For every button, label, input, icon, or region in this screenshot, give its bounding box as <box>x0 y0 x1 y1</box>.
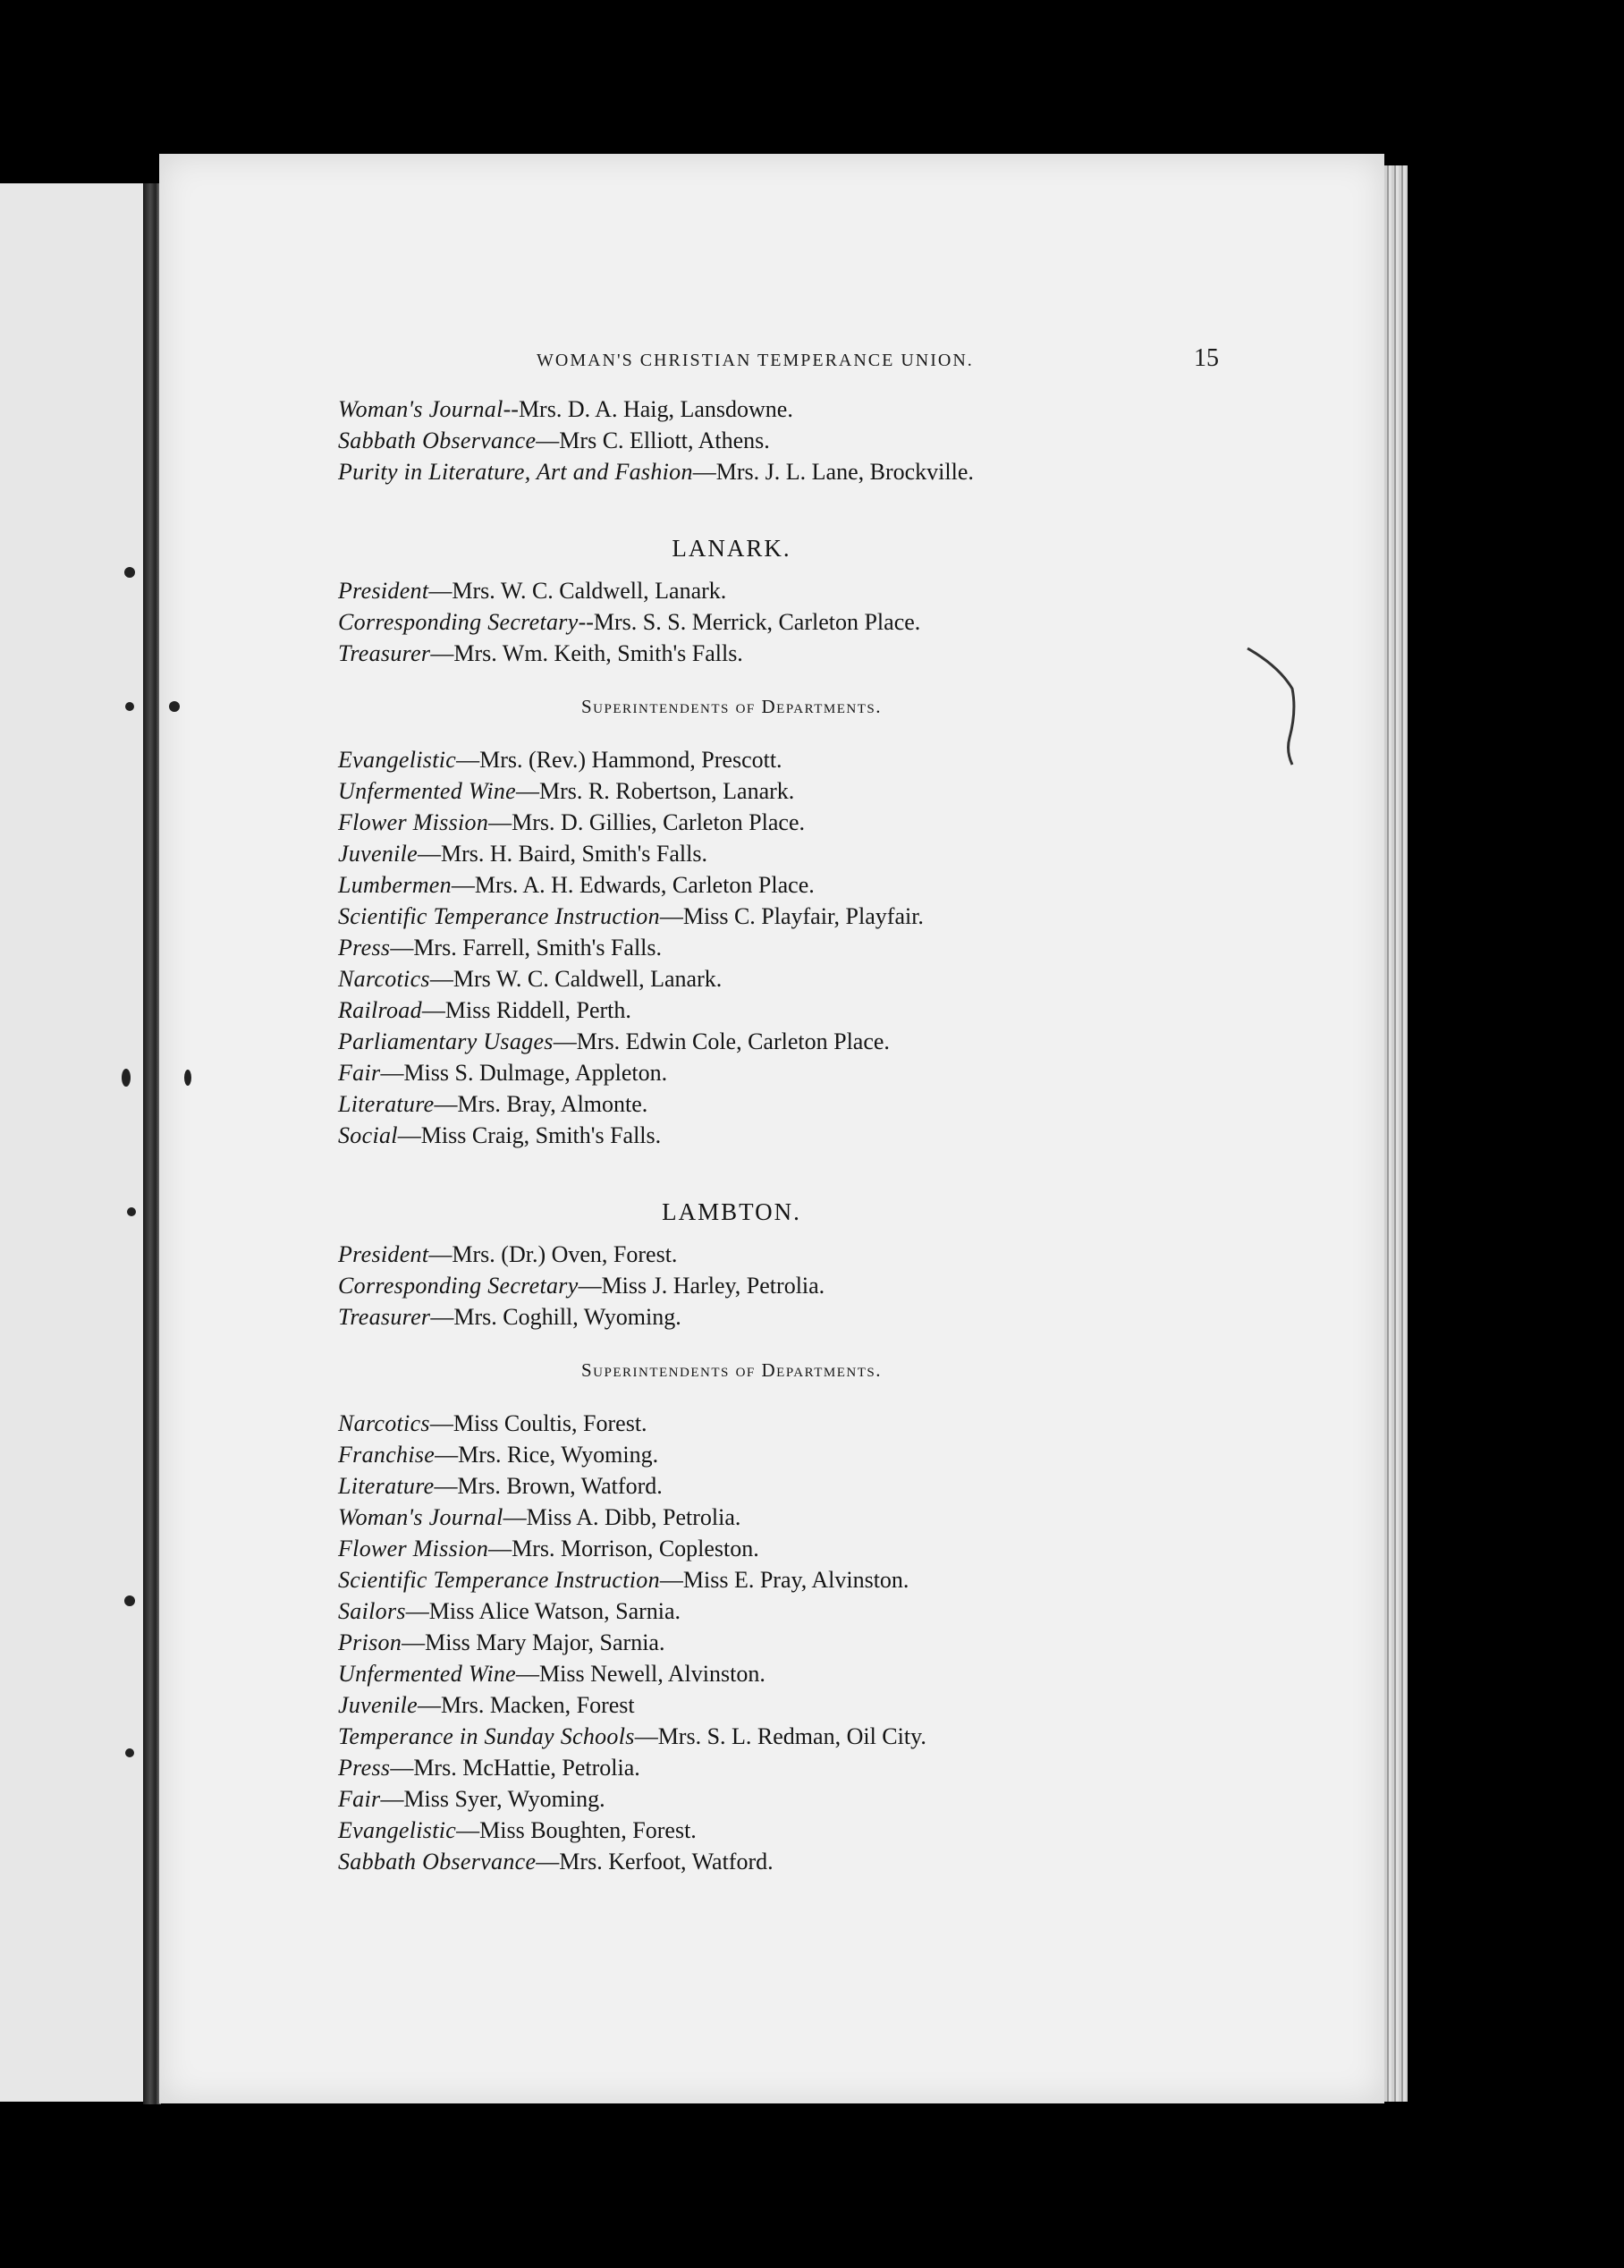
entry-role: Lumbermen <box>338 872 452 898</box>
entry-role: Treasurer <box>338 1304 431 1330</box>
entry-role: Sailors <box>338 1598 406 1624</box>
entry-separator: — <box>434 1473 458 1499</box>
entry-separator: — <box>380 1786 404 1812</box>
entry-role: Franchise <box>338 1442 436 1468</box>
entry-separator: — <box>536 427 560 453</box>
entry-name: Mrs C. Elliott, Athens. <box>559 427 770 453</box>
directory-entry <box>338 775 1125 807</box>
entry-name: Mrs. R. Robertson, Lanark. <box>539 778 795 804</box>
entry-separator: — <box>634 1723 658 1749</box>
lambton-officers-list <box>338 1239 1125 1333</box>
entry-role: Juvenile <box>338 841 419 867</box>
directory-entry <box>338 1057 1125 1088</box>
entry-role: Evangelistic <box>338 747 457 773</box>
entry-name: Miss C. Playfair, Playfair. <box>682 903 924 929</box>
directory-entry <box>338 1783 1125 1815</box>
entry-separator: — <box>456 1817 480 1843</box>
entry-role: Evangelistic <box>338 1817 457 1843</box>
directory-entry <box>338 901 1125 932</box>
entry-name: Mrs. (Rev.) Hammond, Prescott. <box>479 747 782 773</box>
entry-role: Flower Mission <box>338 809 489 835</box>
entry-role: Literature <box>338 1473 435 1499</box>
pencil-mark-right-margin <box>1243 639 1315 774</box>
entry-name: Mrs. Bray, Almonte. <box>457 1091 648 1117</box>
directory-entry <box>338 1595 1125 1627</box>
entry-name: Mrs. Edwin Cole, Carleton Place. <box>576 1028 890 1054</box>
entry-role: Sabbath Observance <box>338 427 537 453</box>
entry-role: President <box>338 1241 429 1267</box>
entry-separator: — <box>430 1304 454 1330</box>
directory-entry <box>338 1026 1125 1057</box>
entry-role: Corresponding Secretary <box>338 1273 579 1299</box>
entry-name: Mrs. Macken, Forest <box>441 1692 635 1718</box>
entry-separator: — <box>429 966 453 992</box>
entry-name: Miss Newell, Alvinston. <box>539 1661 765 1687</box>
lanark-superintendents-list <box>338 744 1125 1151</box>
entry-role: Sabbath Observance <box>338 1849 537 1874</box>
lanark-superintendents-heading: Superintendents of Departments. <box>581 696 882 717</box>
directory-entry <box>338 1533 1125 1564</box>
binding-stain-marks <box>112 537 192 1878</box>
entry-name: Mrs. D. A. Haig, Lansdowne. <box>518 396 793 422</box>
directory-entry <box>338 932 1125 963</box>
directory-entry <box>338 456 1125 487</box>
running-head <box>537 351 1109 371</box>
directory-entry <box>338 1439 1125 1470</box>
directory-entry <box>338 1502 1125 1533</box>
directory-entry <box>338 1239 1125 1270</box>
entry-name: Mrs. Coghill, Wyoming. <box>453 1304 681 1330</box>
entry-separator: — <box>397 1122 421 1148</box>
entry-separator: — <box>434 1091 458 1117</box>
entry-separator: — <box>516 778 540 804</box>
entry-name: Mrs. S. S. Merrick, Carleton Place. <box>593 609 921 635</box>
entry-role: Unfermented Wine <box>338 1661 517 1687</box>
directory-entry <box>338 1689 1125 1721</box>
directory-entry <box>338 807 1125 838</box>
directory-entry <box>338 1752 1125 1783</box>
entry-role: Purity in Literature, Art and Fashion <box>338 459 693 485</box>
directory-entry <box>338 1301 1125 1333</box>
entry-name: Miss Boughten, Forest. <box>479 1817 697 1843</box>
entry-separator: — <box>421 997 445 1023</box>
entry-separator: — <box>380 1060 404 1086</box>
entry-role: Treasurer <box>338 640 431 666</box>
entry-separator: — <box>390 1755 414 1781</box>
lambton-superintendents-heading: Superintendents of Departments. <box>581 1359 882 1381</box>
entry-role: President <box>338 578 429 604</box>
entry-name: Mrs. D. Gillies, Carleton Place. <box>512 809 805 835</box>
entry-name: Miss Syer, Wyoming. <box>403 1786 605 1812</box>
entry-role: Juvenile <box>338 1692 419 1718</box>
entry-name: Miss J. Harley, Petrolia. <box>601 1273 825 1299</box>
section-heading-lanark: LANARK. <box>672 535 791 562</box>
entry-name: Miss Coultis, Forest. <box>453 1410 647 1436</box>
entry-role: Woman's Journal <box>338 396 503 422</box>
entry-separator: — <box>418 841 442 867</box>
entry-role: Parliamentary Usages <box>338 1028 554 1054</box>
entry-name: Mrs. Kerfoot, Watford. <box>559 1849 774 1874</box>
entry-role: Narcotics <box>338 1410 430 1436</box>
entry-separator: — <box>390 935 414 961</box>
directory-entry <box>338 394 1125 425</box>
entry-name: Mrs. H. Baird, Smith's Falls. <box>441 841 707 867</box>
entry-separator: — <box>659 1567 683 1593</box>
directory-entry <box>338 963 1125 994</box>
entry-separator: -- <box>578 609 594 635</box>
entry-role: Flower Mission <box>338 1536 489 1561</box>
directory-entry <box>338 1846 1125 1877</box>
lanark-officers-list <box>338 575 1125 669</box>
entry-role: Corresponding Secretary <box>338 609 579 635</box>
entry-separator: -- <box>503 396 519 422</box>
directory-entry <box>338 1270 1125 1301</box>
page-stack-edges <box>1384 165 1408 2102</box>
entry-separator: — <box>553 1028 577 1054</box>
directory-entry <box>338 606 1125 638</box>
entry-separator: — <box>516 1661 540 1687</box>
entry-role: Unfermented Wine <box>338 778 517 804</box>
directory-entry <box>338 869 1125 901</box>
entry-name: Mrs W. C. Caldwell, Lanark. <box>453 966 723 992</box>
directory-entry <box>338 575 1125 606</box>
entry-role: Railroad <box>338 997 422 1023</box>
directory-entry <box>338 1088 1125 1120</box>
entry-role: Social <box>338 1122 398 1148</box>
continued-entries-list <box>338 394 1125 487</box>
entry-separator: — <box>402 1629 426 1655</box>
directory-entry <box>338 1815 1125 1846</box>
directory-entry <box>338 1408 1125 1439</box>
directory-entry <box>338 1627 1125 1658</box>
entry-role: Scientific Temperance Instruction <box>338 903 660 929</box>
directory-entry <box>338 838 1125 869</box>
section-heading-lambton: LAMBTON. <box>662 1198 801 1225</box>
entry-name: Miss A. Dibb, Petrolia. <box>526 1504 741 1530</box>
entry-name: Mrs. Rice, Wyoming. <box>458 1442 659 1468</box>
directory-entry <box>338 744 1125 775</box>
entry-separator: — <box>430 640 454 666</box>
entry-name: Mrs. S. L. Redman, Oil City. <box>657 1723 926 1749</box>
entry-separator: — <box>488 1536 512 1561</box>
entry-name: Miss Riddell, Perth. <box>444 997 631 1023</box>
entry-separator: — <box>428 1241 453 1267</box>
entry-name: Mrs. J. L. Lane, Brockville. <box>715 459 974 485</box>
directory-entry <box>338 1658 1125 1689</box>
entry-separator: — <box>435 1442 459 1468</box>
entry-separator: — <box>405 1598 429 1624</box>
entry-role: Press <box>338 935 391 961</box>
lambton-superintendents-list <box>338 1408 1125 1877</box>
entry-role: Prison <box>338 1629 402 1655</box>
entry-name: Miss E. Pray, Alvinston. <box>682 1567 909 1593</box>
entry-name: Miss Craig, Smith's Falls. <box>420 1122 662 1148</box>
entry-separator: — <box>451 872 475 898</box>
entry-separator: — <box>536 1849 560 1874</box>
entry-separator: — <box>428 578 453 604</box>
directory-entry <box>338 994 1125 1026</box>
entry-separator: — <box>429 1410 453 1436</box>
entry-role: Fair <box>338 1786 381 1812</box>
entry-name: Miss Alice Watson, Sarnia. <box>428 1598 681 1624</box>
entry-name: Mrs. McHattie, Petrolia. <box>413 1755 640 1781</box>
entry-role: Literature <box>338 1091 435 1117</box>
entry-role: Scientific Temperance Instruction <box>338 1567 660 1593</box>
directory-entry <box>338 425 1125 456</box>
directory-entry <box>338 1721 1125 1752</box>
entry-name: Miss Mary Major, Sarnia. <box>425 1629 665 1655</box>
entry-name: Miss S. Dulmage, Appleton. <box>403 1060 668 1086</box>
directory-entry <box>338 1470 1125 1502</box>
directory-entry <box>338 638 1125 669</box>
entry-separator: — <box>503 1504 527 1530</box>
entry-name: Mrs. W. C. Caldwell, Lanark. <box>452 578 727 604</box>
entry-name: Mrs. Wm. Keith, Smith's Falls. <box>453 640 743 666</box>
entry-name: Mrs. Morrison, Copleston. <box>512 1536 759 1561</box>
directory-entry <box>338 1564 1125 1595</box>
entry-name: Mrs. (Dr.) Oven, Forest. <box>452 1241 678 1267</box>
entry-name: Mrs. Brown, Watford. <box>457 1473 663 1499</box>
entry-separator: — <box>418 1692 442 1718</box>
entry-name: Mrs. A. H. Edwards, Carleton Place. <box>474 872 815 898</box>
entry-separator: — <box>659 903 683 929</box>
entry-role: Temperance in Sunday Schools <box>338 1723 635 1749</box>
entry-separator: — <box>456 747 480 773</box>
entry-role: Fair <box>338 1060 381 1086</box>
entry-role: Woman's Journal <box>338 1504 503 1530</box>
entry-separator: — <box>488 809 512 835</box>
entry-name: Mrs. Farrell, Smith's Falls. <box>413 935 663 961</box>
entry-role: Press <box>338 1755 391 1781</box>
entry-separator: — <box>578 1273 602 1299</box>
page-number: 15 <box>1194 344 1219 372</box>
entry-separator: — <box>692 459 716 485</box>
page-content <box>338 394 1125 1877</box>
directory-entry <box>338 1120 1125 1151</box>
entry-role: Narcotics <box>338 966 430 992</box>
running-title: WOMAN'S CHRISTIAN TEMPERANCE UNION. <box>537 351 974 370</box>
